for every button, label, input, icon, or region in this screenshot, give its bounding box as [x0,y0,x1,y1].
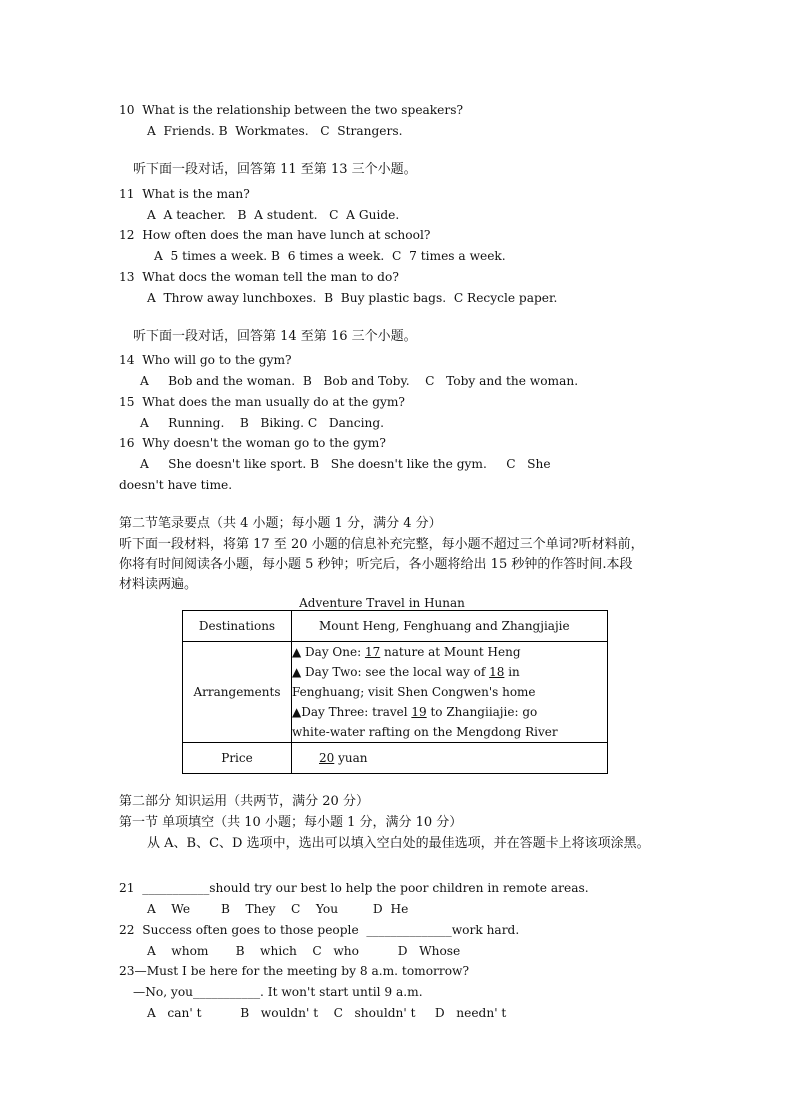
q13-options: A Throw away lunchboxes. B Buy plastic bags. C Recycle paper. [147,291,558,305]
q11-question: 11 What is the man? [119,187,250,201]
q21-question: 21 ___________should try our best lo help the poor children in remote areas. [119,881,589,895]
blank-17: 17 [364,645,381,659]
q14-question: 14 Who will go to the gym? [119,353,292,367]
part2-section1-heading: 第一节 单项填空（共 10 小题；每小题 1 分，满分 10 分） [119,815,463,830]
part2-heading: 第二部分 知识运用（共两节，满分 20 分） [119,794,369,809]
triangle-icon: ▲ [292,705,302,719]
price-unit: yuan [334,751,368,765]
q14-options: A Bob and the woman. B Bob and Toby. C Toby and the woman. [140,374,579,388]
day-three-rest: to Zhangiiajie: go [426,705,538,719]
q21-options: A We B They C You D He [147,902,409,916]
q16-options-line2: doesn't have time. [119,478,233,492]
price-label: Price [183,743,292,774]
triangle-icon: ▲ [292,645,302,659]
blank-18: 18 [489,665,505,679]
q16-question: 16 Why doesn't the woman go to the gym? [119,436,386,450]
day-three-line [292,702,607,722]
destinations-label: Destinations [183,611,292,642]
triangle-icon: ▲ [292,665,302,679]
q22-question: 22 Success often goes to those people ______________work hard. [119,923,520,937]
section2-instruction-line3: 材料读两遍。 [119,577,198,592]
table-row-destinations [183,611,608,642]
day-two-text: Day Two: see the local way of [301,665,490,679]
destinations-value: Mount Heng, Fenghuang and Zhangjiajie [292,611,608,642]
q23-line1: 23—Must I be here for the meeting by 8 a.m. tomorrow? [119,964,470,978]
blank-19: 19 [411,705,427,719]
q12-question: 12 How often does the man have lunch at school? [119,228,431,242]
q10-options: A Friends. B Workmates. C Strangers. [147,124,403,138]
price-value [292,743,608,774]
day-two-rest: in [504,665,520,679]
day-three-text: Day Three: travel [301,705,412,719]
q23-options: A can' t B wouldn' t C shouldn' t D needn' t [147,1006,507,1020]
day-three-line2: white-water rafting on the Mengdong River [292,725,558,739]
q10-question: 10 What is the relationship between the two speakers? [119,103,464,117]
q23-line2: —No, you___________. It won't start until 9 a.m. [133,985,423,999]
adventure-travel-table [182,610,608,774]
section2-heading: 第二节笔录要点（共 4 小题；每小题 1 分，满分 4 分） [119,516,442,531]
q22-options: A whom B which C who D Whose [147,944,461,958]
dialog-11-13-instruction: 听下面一段对话，回答第 11 至第 13 三个小题。 [133,162,417,177]
q16-options-line1: A She doesn't like sport. B She doesn't like the gym. C She [140,457,551,471]
day-two-line2: Fenghuang; visit Shen Congwen's home [292,685,536,699]
arrangements-value [292,642,608,743]
day-two-line [292,662,607,682]
day-one-rest: nature at Mount Heng [380,645,521,659]
arrangements-label: Arrangements [183,642,292,743]
day-one-text: Day One: [301,645,365,659]
table-row-price [183,743,608,774]
day-one-line [292,642,607,662]
dialog-14-16-instruction: 听下面一段对话，回答第 14 至第 16 三个小题。 [133,329,417,344]
blank-20: 20 [319,751,335,765]
q13-question: 13 What docs the woman tell the man to do? [119,270,399,284]
section2-instruction-line2: 你将有时间阅读各小题，每小题 5 秒钟；听完后，各小题将给出 15 秒钟的作答时间.本段 [119,557,633,572]
q11-options: A A teacher. B A student. C A Guide. [147,208,400,222]
table-caption: Adventure Travel in Hunan [299,596,465,610]
section2-instruction-line1: 听下面一段材料，将第 17 至 20 小题的信息补充完整，每小题不超过三个单词?听材料前， [119,537,644,552]
q15-options: A Running. B Biking. C Dancing. [140,416,385,430]
part2-instruction: 从 A、B、C、D 选项中，选出可以填入空白处的最佳选项，并在答题卡上将该项涂黑。 [147,836,650,851]
q15-question: 15 What does the man usually do at the gym? [119,395,405,409]
q12-options: A 5 times a week. B 6 times a week. C 7 times a week. [154,249,506,263]
table-row-arrangements [183,642,608,743]
